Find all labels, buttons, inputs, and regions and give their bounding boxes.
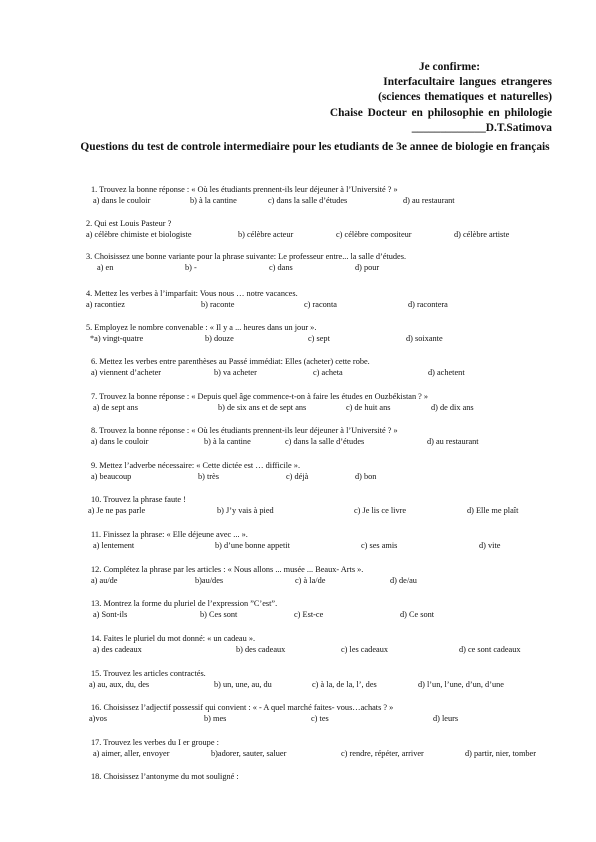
faculty-line: Interfacultaire langues etrangeres	[383, 76, 552, 89]
answer-option-c: c) dans la salle d’études	[268, 196, 348, 205]
question-12	[91, 565, 417, 586]
answer-option-b: b) d’une bonne appetit	[215, 541, 290, 550]
answer-option-b: b) des cadeaux	[236, 645, 286, 654]
answer-option-c: c) dans la salle d’études	[285, 437, 365, 446]
answer-options	[91, 610, 435, 620]
answer-option-d: d) pour	[355, 263, 380, 272]
question-1	[91, 185, 455, 206]
answer-option-a: a) dans le couloir	[91, 437, 149, 446]
question-text: 7. Trouvez la bonne réponse : « Depuis quel âge commence-t-on à faire les études en Ouzbékistan ? »	[91, 392, 429, 401]
answer-option-d: d) de dix ans	[431, 403, 474, 412]
question-3	[86, 252, 406, 273]
question-6	[91, 357, 465, 378]
question-text: 13. Montrez la forme du pluriel de l’expression ”C’est”.	[91, 599, 278, 608]
answer-option-a: a) aimer, aller, envoyer	[93, 749, 170, 758]
answer-options	[86, 300, 448, 310]
answer-option-b: b) va acheter	[214, 368, 257, 377]
question-18	[91, 772, 239, 783]
answer-option-d: d) ce sont cadeaux	[459, 645, 521, 654]
question-text: 4. Mettez les verbes à l’imparfait: Vous nous … notre vacances.	[86, 289, 298, 298]
answer-option-d: d) au restaurant	[427, 437, 479, 446]
answer-option-d: d) de/au	[390, 576, 417, 585]
answer-option-c: c) célèbre compositeur	[336, 230, 412, 239]
answer-option-a: a) de sept ans	[93, 403, 138, 412]
answer-option-c: c) de huit ans	[346, 403, 391, 412]
answer-option-d: d) l’un, l’une, d’un, d’une	[418, 680, 504, 689]
answer-options	[91, 368, 465, 378]
answer-option-d: d) soixante	[406, 334, 443, 343]
answer-option-a: a) en	[97, 263, 114, 272]
answer-option-c: c) les cadeaux	[341, 645, 388, 654]
answer-option-a: a) Sont-ils	[93, 610, 128, 619]
answer-options	[91, 576, 417, 586]
sciences-line: (sciences thematiques et naturelles)	[378, 91, 552, 104]
answer-options	[91, 437, 479, 447]
answer-option-d: d) Ce sont	[400, 610, 435, 619]
question-text: 9. Mettez l’adverbe nécessaire: « Cette dictée est … difficile ».	[91, 461, 301, 470]
answer-option-b: b) raconte	[201, 300, 235, 309]
answer-option-a: *a) vingt-quatre	[90, 334, 144, 343]
answer-options	[91, 541, 501, 551]
answer-option-c: c) à la, de la, l’, des	[312, 680, 377, 689]
answer-option-c: c) sept	[308, 334, 330, 343]
question-16	[89, 703, 459, 724]
answer-options	[91, 403, 474, 413]
question-15	[89, 669, 504, 690]
question-9	[91, 461, 377, 482]
answer-option-c: c) tes	[311, 714, 329, 723]
answer-options	[86, 334, 443, 344]
question-11	[91, 530, 501, 551]
answer-option-b: b) Ces sont	[200, 610, 238, 619]
answer-option-a: a) beaucoup	[91, 472, 132, 481]
question-14	[91, 634, 521, 655]
question-text: 5. Employez le nombre convenable : « Il y a ... heures dans un jour ».	[86, 323, 317, 332]
answer-option-b: b) très	[198, 472, 219, 481]
answer-option-a: a)vos	[89, 714, 107, 723]
answer-option-d: d) célèbre artiste	[454, 230, 510, 239]
answer-option-d: d) partir, nier, tomber	[465, 749, 536, 758]
question-text: 2. Qui est Louis Pasteur ?	[86, 219, 172, 228]
answer-option-d: d) racontera	[408, 300, 448, 309]
question-4	[86, 289, 448, 310]
document-title: Questions du test de controle intermediaire pour les etudiants de 3e annee de biologie en français	[80, 141, 550, 153]
answer-option-a: a) lentement	[93, 541, 135, 550]
answer-option-c: c) Est-ce	[294, 610, 324, 619]
question-5	[86, 323, 443, 344]
answer-option-d: d) leurs	[433, 714, 459, 723]
answer-options	[88, 506, 519, 516]
question-2	[86, 219, 510, 240]
answer-option-c: c) Je lis ce livre	[354, 506, 407, 515]
answer-option-d: d) achetent	[428, 368, 465, 377]
answer-options	[91, 472, 377, 482]
answer-option-b: b)au/des	[195, 576, 224, 585]
answer-option-c: c) à la/de	[295, 576, 326, 585]
answer-option-b: b) à la cantine	[190, 196, 237, 205]
answer-option-b: b) J’y vais à pied	[217, 506, 274, 515]
answer-option-c: c) dans	[269, 263, 293, 272]
answer-option-a: a) des cadeaux	[93, 645, 142, 654]
answer-options	[91, 196, 455, 206]
answer-option-b: b) célèbre acteur	[238, 230, 294, 239]
question-text: 18. Choisissez l’antonyme du mot souligné :	[91, 772, 239, 781]
answer-option-d: d) au restaurant	[403, 196, 455, 205]
question-text: 17. Trouvez les verbes du I er groupe :	[91, 738, 219, 747]
answer-option-a: a) au/de	[91, 576, 118, 585]
answer-options	[91, 749, 536, 759]
question-text: 8. Trouvez la bonne réponse : « Où les étudiants prennent-ils leur déjeuner à l’Université ? »	[91, 426, 398, 435]
answer-option-c: c) raconta	[304, 300, 337, 309]
answer-option-c: c) déjà	[286, 472, 309, 481]
signature-line: _____________D.T.Satimova	[411, 121, 552, 134]
answer-option-c: c) rendre, répéter, arriver	[341, 749, 424, 758]
question-text: 16. Choisissez l’adjectif possessif qui convient : « - A quel marché faites- vous…achats ? »	[91, 703, 394, 712]
answer-option-b: b) un, une, au, du	[214, 680, 272, 689]
answer-option-c: c) ses amis	[361, 541, 398, 550]
question-10	[88, 495, 519, 516]
approval-block	[330, 60, 552, 136]
answer-options	[86, 263, 406, 273]
answer-option-b: b) douze	[205, 334, 234, 343]
confirm-line: Je confirme:	[418, 61, 480, 73]
chair-line: Chaise Docteur en philosophie en philologie	[329, 106, 552, 119]
answer-option-c: c) acheta	[313, 368, 343, 377]
answer-option-d: d) Elle me plaît	[467, 506, 519, 515]
answer-option-d: d) vite	[479, 541, 501, 550]
answer-options	[89, 680, 504, 690]
answer-option-a: a) Je ne pas parle	[88, 506, 146, 515]
question-7	[91, 392, 474, 413]
answer-options	[86, 230, 510, 240]
answer-options	[91, 645, 521, 655]
answer-option-a: a) racontiez	[86, 300, 125, 309]
question-text: 6. Mettez les verbes entre parenthèses au Passé immédiat: Elles (acheter) cette robe.	[91, 357, 370, 366]
answer-option-a: a) dans le couloir	[93, 196, 151, 205]
question-text: 11. Finissez la phrase: « Elle déjeune avec ... ».	[91, 530, 248, 539]
answer-option-b: b) de six ans et de sept ans	[218, 403, 307, 412]
question-text: 10. Trouvez la phrase faute !	[91, 495, 186, 504]
answer-option-b: b)adorer, sauter, saluer	[211, 749, 287, 758]
answer-option-b: b) à la cantine	[204, 437, 251, 446]
question-text: 3. Choisissez une bonne variante pour la phrase suivante: Le professeur entre... la salle d’études.	[86, 252, 407, 261]
question-13	[91, 599, 435, 620]
answer-option-d: d) bon	[355, 472, 377, 481]
answer-option-a: a) célèbre chimiste et biologiste	[86, 230, 192, 239]
question-text: 14. Faites le pluriel du mot donné: « un cadeau ».	[91, 634, 256, 643]
question-text: 1. Trouvez la bonne réponse : « Où les étudiants prennent-ils leur déjeuner à l’Université ? »	[91, 185, 398, 194]
answer-option-a: a) viennent d’acheter	[91, 368, 162, 377]
question-text: 15. Trouvez les articles contractés.	[91, 669, 206, 678]
question-8	[91, 426, 479, 447]
answer-options	[89, 714, 459, 724]
answer-option-b: b) -	[185, 263, 197, 272]
answer-option-b: b) mes	[204, 714, 227, 723]
answer-option-a: a) au, aux, du, des	[89, 680, 150, 689]
question-text: 12. Complétez la phrase par les articles : « Nous allons ... musée ... Beaux- Arts ».	[91, 565, 364, 574]
question-17	[91, 738, 536, 759]
